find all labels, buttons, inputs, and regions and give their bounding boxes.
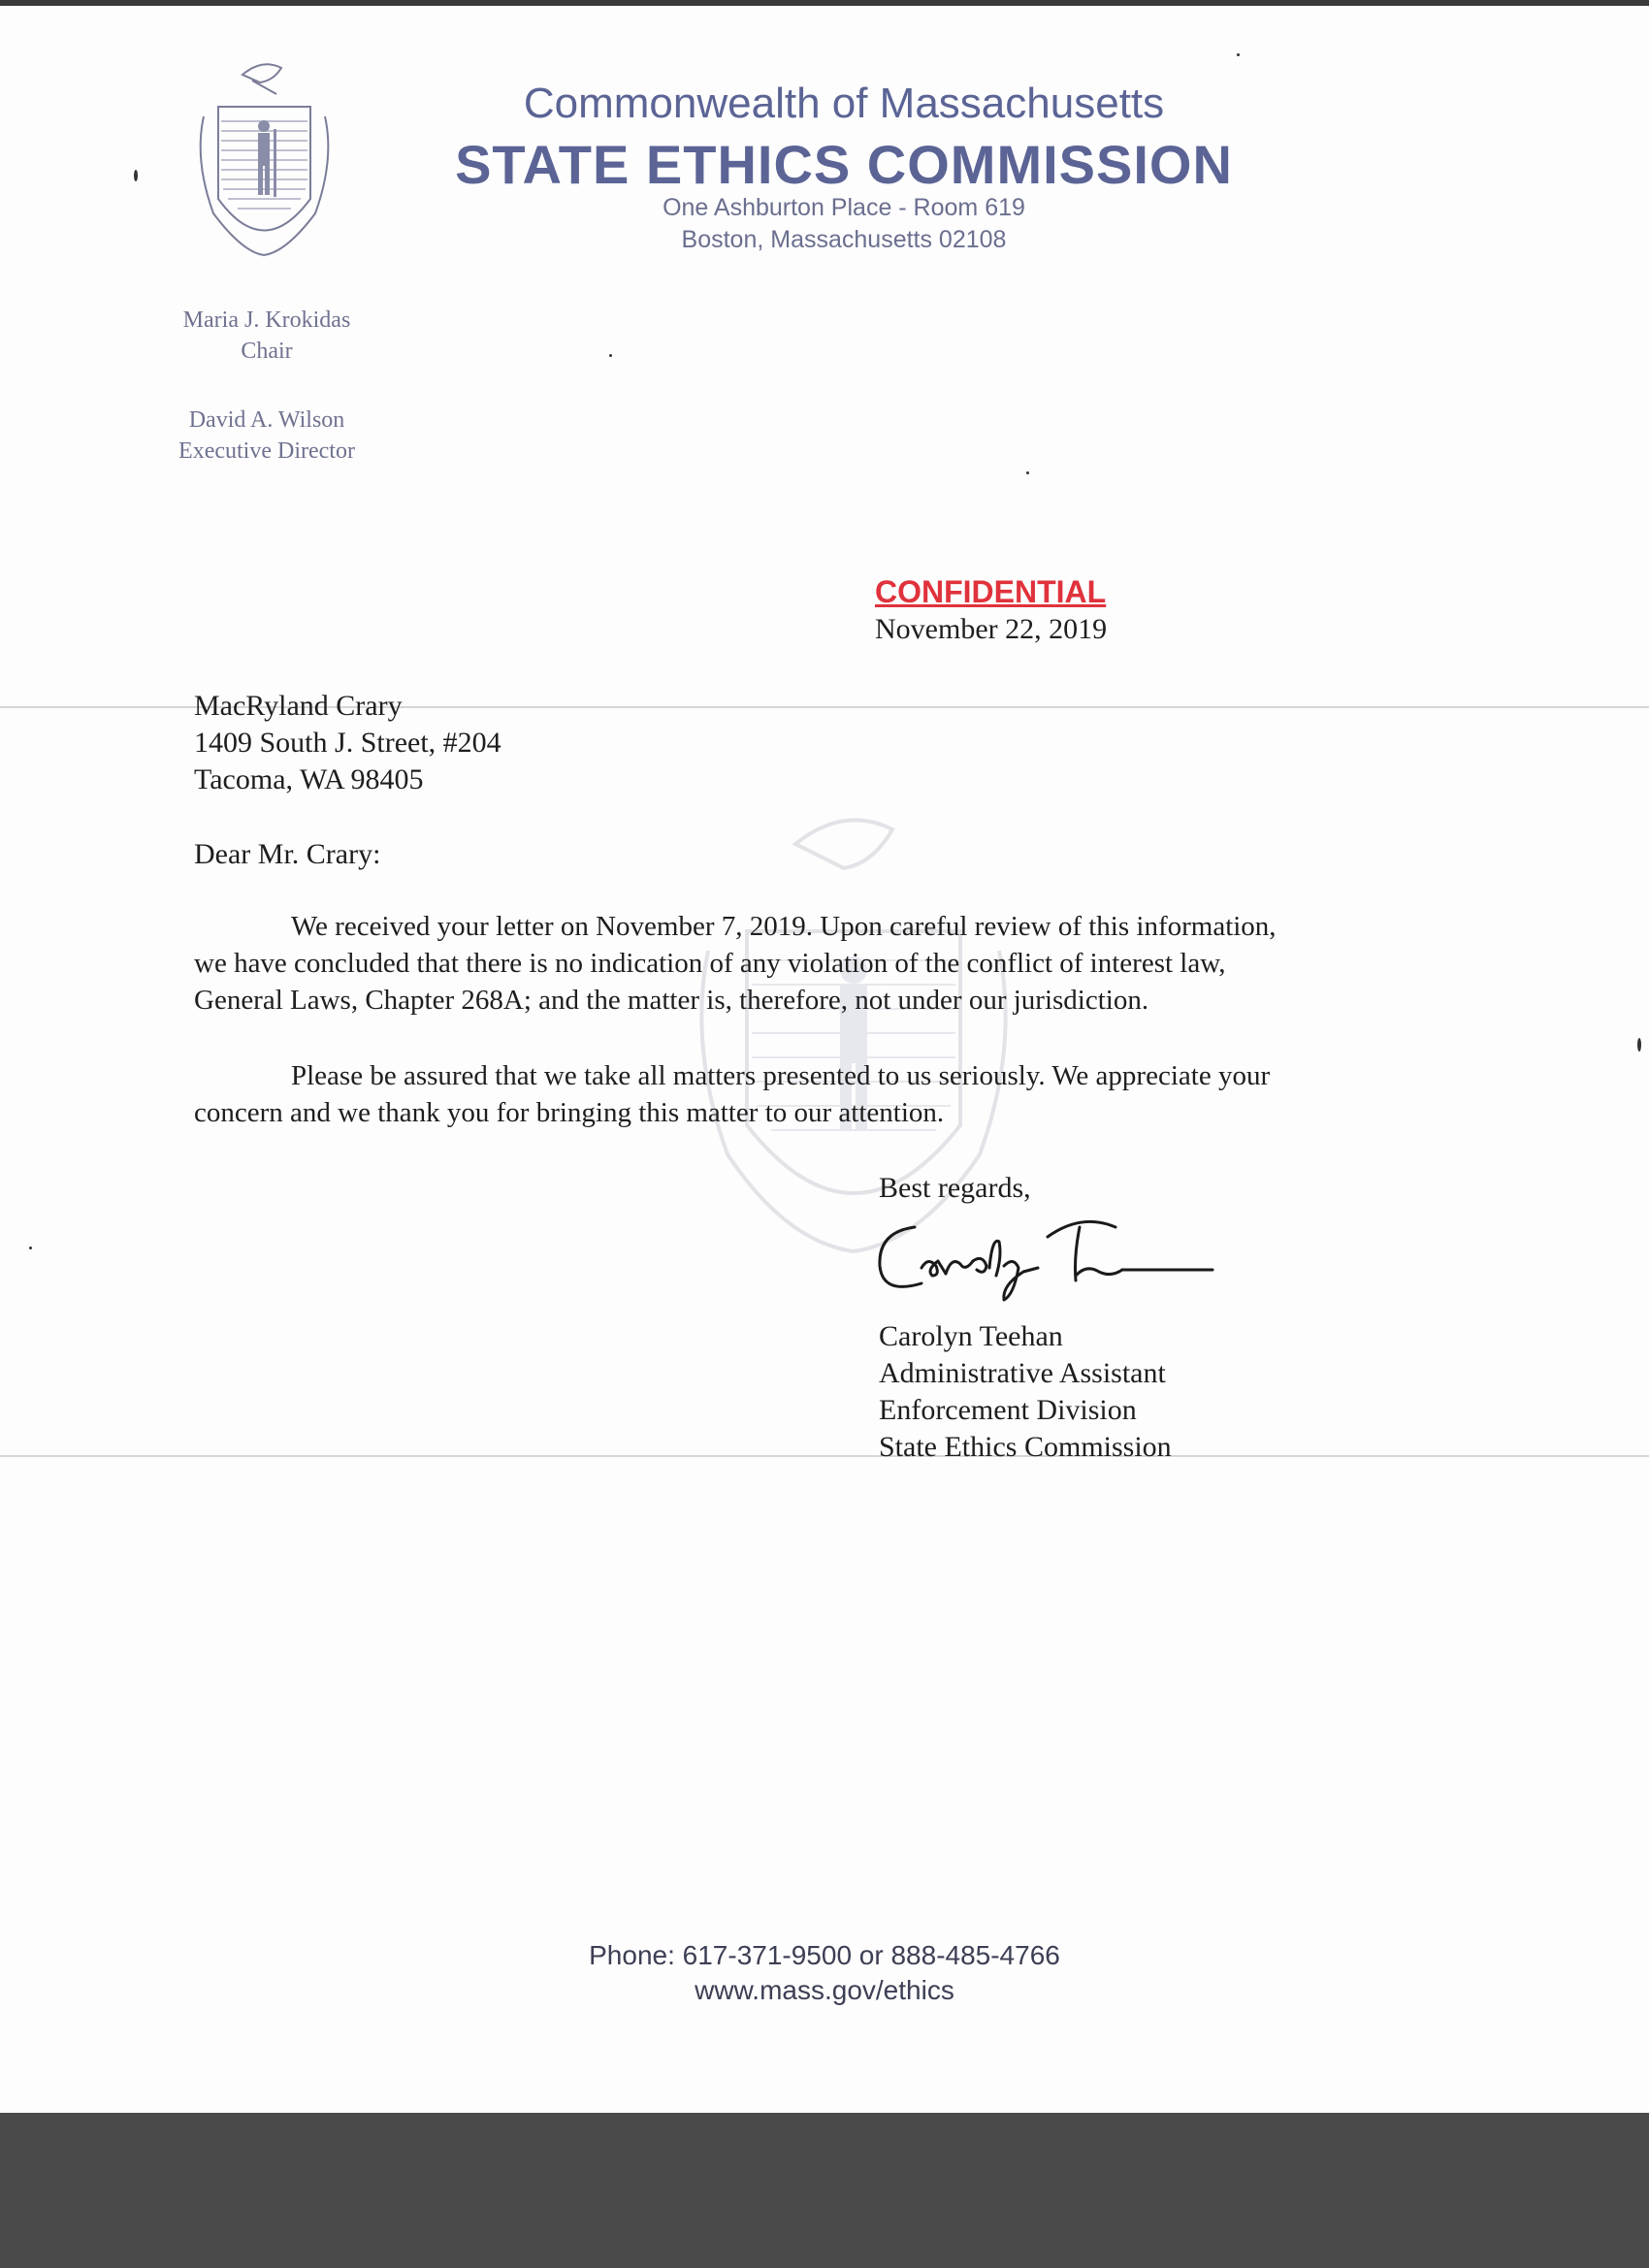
signer-name: Carolyn Teehan <box>879 1320 1063 1352</box>
letterhead-address-line2: Boston, Massachusetts 02108 <box>681 226 1007 253</box>
chair-block <box>131 305 403 367</box>
scan-top-edge <box>0 0 1649 6</box>
body-paragraph-1-line-3: General Laws, Chapter 268A; and the matter is, therefore, not under our jurisdiction. <box>194 985 1149 1016</box>
director-name: David A. Wilson <box>188 407 345 433</box>
recipient-street: 1409 South J. Street, #204 <box>194 727 501 759</box>
fold-crease <box>0 1455 1649 1457</box>
footer-phone: Phone: 617-371-9500 or 888-485-4766 <box>589 1940 1060 1970</box>
handwritten-signature <box>868 1208 1227 1305</box>
body-paragraph-1-line-1: We received your letter on November 7, 2019. Upon careful review of this information, <box>291 911 1277 942</box>
body-paragraph-2-line-1: Please be assured that we take all matters presented to us seriously. We appreciate your <box>291 1060 1271 1091</box>
scan-speck <box>134 170 138 181</box>
signer-division: Enforcement Division <box>879 1394 1137 1426</box>
letterhead-commission: STATE ETHICS COMMISSION <box>455 134 1233 195</box>
director-title: Executive Director <box>178 438 355 464</box>
scan-speck <box>1026 471 1029 474</box>
salutation: Dear Mr. Crary: <box>194 838 381 870</box>
letter-date: November 22, 2019 <box>875 613 1108 645</box>
chair-title: Chair <box>241 339 293 364</box>
body-paragraph-1-line-2: we have concluded that there is no indication of any violation of the conflict of interest law, <box>194 948 1226 979</box>
scan-speck <box>1637 1038 1641 1052</box>
scan-bottom-band <box>0 2113 1649 2268</box>
scan-speck <box>1237 53 1240 56</box>
signer-title: Administrative Assistant <box>879 1357 1166 1389</box>
letterhead-commonwealth: Commonwealth of Massachusetts <box>523 80 1165 127</box>
letterhead-address-line1: One Ashburton Place - Room 619 <box>663 194 1025 221</box>
scan-speck <box>609 354 612 357</box>
recipient-name: MacRyland Crary <box>194 690 403 722</box>
signer-agency: State Ethics Commission <box>879 1431 1172 1463</box>
body-paragraph-2-line-2: concern and we thank you for bringing this matter to our attention. <box>194 1097 945 1128</box>
recipient-city: Tacoma, WA 98405 <box>194 763 424 795</box>
footer-website[interactable]: www.mass.gov/ethics <box>695 1975 954 2005</box>
director-block <box>131 405 403 467</box>
scan-speck <box>29 1247 32 1249</box>
confidential-marking: CONFIDENTIAL <box>875 574 1107 609</box>
massachusetts-seal-icon <box>184 53 344 262</box>
chair-name: Maria J. Krokidas <box>182 308 351 333</box>
closing: Best regards, <box>879 1172 1031 1204</box>
